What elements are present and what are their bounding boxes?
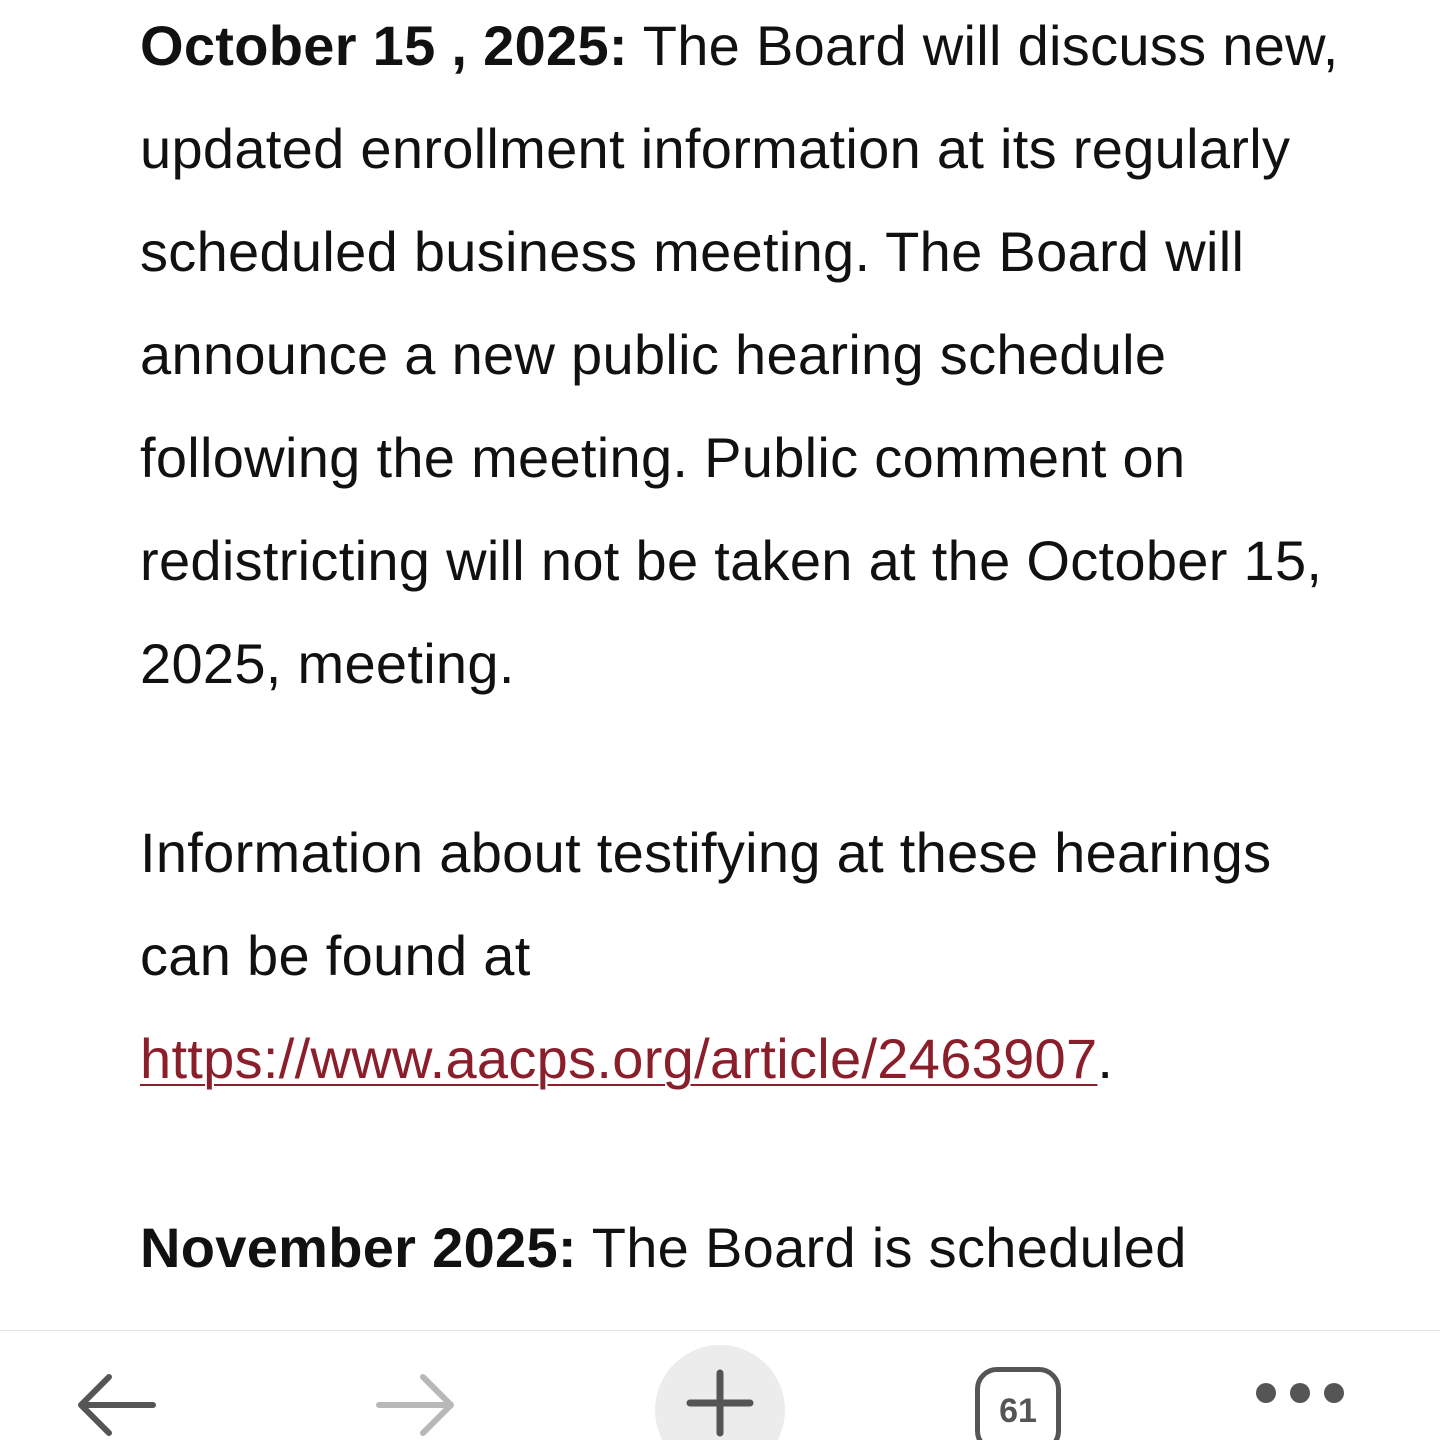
more-menu-button[interactable] <box>1245 1375 1355 1415</box>
browser-toolbar <box>0 1330 1440 1440</box>
paragraph-november <box>140 1196 1340 1299</box>
paragraph-october <box>140 0 1340 715</box>
arrow-left-icon <box>73 1373 157 1437</box>
paragraph-testifying <box>140 801 1340 1110</box>
date-label-november: November 2025: <box>140 1216 577 1279</box>
paragraph-november-text: The Board is scheduled <box>576 1216 1187 1279</box>
date-label-october: October 15 , 2025: <box>140 14 628 77</box>
tabs-button[interactable] <box>975 1367 1061 1440</box>
testifying-info-link[interactable]: https://www.aacps.org/article/2463907 <box>140 1027 1098 1090</box>
link-period: . <box>1097 1027 1114 1090</box>
tab-count: 61 <box>999 1392 1037 1430</box>
new-tab-button[interactable] <box>655 1345 785 1440</box>
article-content <box>140 0 1340 1330</box>
paragraph-october-text: The Board will discuss new, updated enrollment information at its regularly scheduled business meeting. The Board will announce a new public hearing schedule following the meeting. Public comment on redistricting will not be taken at the October 15, 2025, meeting. <box>140 14 1339 695</box>
plus-icon <box>686 1369 754 1437</box>
arrow-right-icon <box>375 1373 459 1437</box>
ellipsis-icon <box>1249 1383 1351 1408</box>
paragraph-testifying-text: Information about testifying at these hearings can be found at <box>140 821 1272 987</box>
back-button[interactable] <box>60 1369 170 1440</box>
forward-button[interactable] <box>362 1369 472 1440</box>
